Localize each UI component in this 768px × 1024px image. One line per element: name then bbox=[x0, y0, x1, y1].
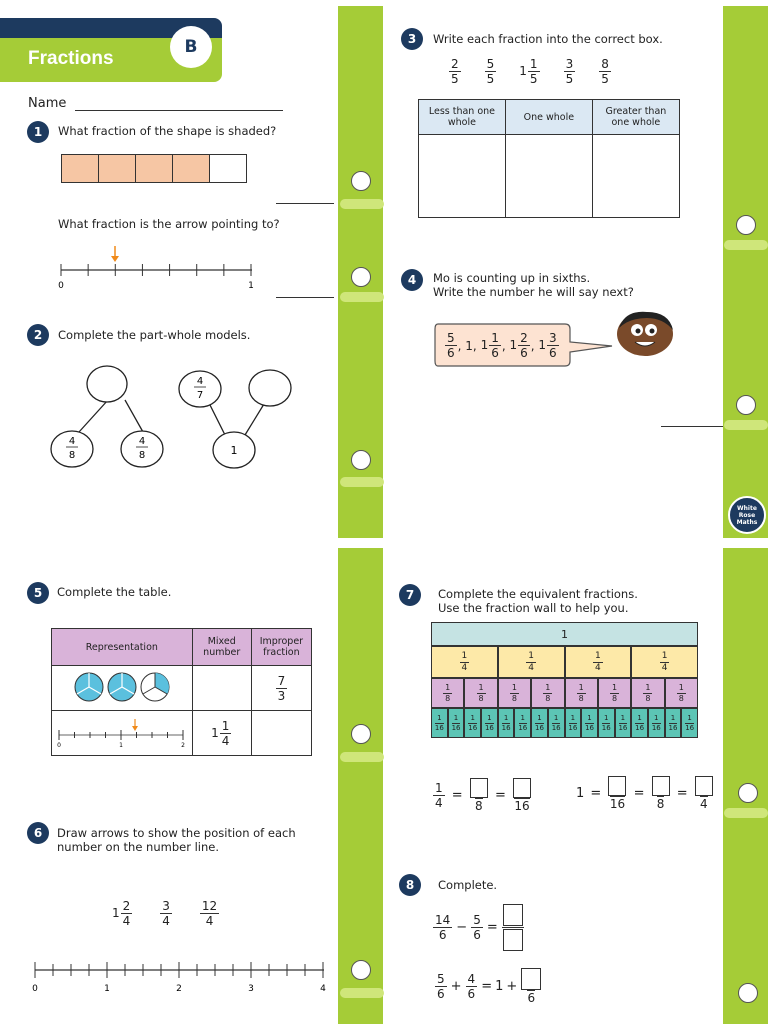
fraction-numerator: 4 bbox=[196, 376, 204, 387]
hole-shadow bbox=[724, 420, 768, 430]
improper-fraction-answer-cell[interactable] bbox=[251, 711, 311, 756]
wall-cell: $\frac{1}{8}$ bbox=[565, 678, 598, 708]
wall-cell: $\frac{1}{16}$ bbox=[498, 708, 515, 738]
pie-circles bbox=[72, 670, 172, 704]
counting-sequence: $\frac{5}{6}$ , 1 , 1 $\frac{1}{6}$ , 1 $\frac{2}{6}$ , 1 $\frac{3}{6}$ bbox=[444, 332, 560, 359]
wall-cell: $\frac{1}{8}$ bbox=[531, 678, 564, 708]
wall-cell: $\frac{1}{8}$ bbox=[431, 678, 464, 708]
wall-cell: $\frac{1}{16}$ bbox=[531, 708, 548, 738]
fraction-item: $\frac{5}{5}$ bbox=[486, 57, 495, 86]
fraction-item: $\frac{8}{5}$ bbox=[601, 57, 609, 86]
question-number-6: 6 bbox=[27, 822, 49, 844]
wall-cell: $\frac{1}{16}$ bbox=[681, 708, 698, 738]
fraction-item: $\frac{2}{5}$ bbox=[451, 57, 459, 86]
numberline-label: 1 bbox=[119, 741, 123, 749]
answer-box[interactable] bbox=[513, 778, 531, 798]
bar-segment bbox=[210, 155, 246, 182]
fraction-numerator: 4 bbox=[138, 436, 146, 447]
answer-line-q1b[interactable] bbox=[276, 297, 334, 298]
arrow-icon bbox=[111, 256, 119, 262]
numberline-label: 0 bbox=[32, 984, 38, 994]
numberline-label-0: 0 bbox=[58, 281, 64, 290]
representation-cell bbox=[52, 711, 193, 756]
question-6-text: Draw arrows to show the position of each number on the number line. bbox=[57, 826, 296, 854]
binder-strip-top-right bbox=[723, 6, 768, 538]
wall-cell: $\frac{1}{16}$ bbox=[481, 708, 498, 738]
question-4-text: Mo is counting up in sixths. Write the number he will say next? bbox=[433, 271, 634, 299]
name-field[interactable] bbox=[75, 110, 283, 111]
punch-hole bbox=[736, 395, 756, 415]
equivalence-2: 1 = 16 = 8 = 4 bbox=[576, 776, 714, 810]
question-number-2: 2 bbox=[27, 324, 49, 346]
wall-row-quarters bbox=[431, 646, 698, 678]
numberline-label: 3 bbox=[248, 984, 254, 994]
wall-row-eighths bbox=[431, 678, 698, 708]
answer-cell[interactable] bbox=[505, 135, 592, 218]
answer-cell[interactable] bbox=[419, 135, 506, 218]
answer-box[interactable] bbox=[695, 776, 713, 796]
answer-cell[interactable] bbox=[592, 135, 679, 218]
name-label: Name bbox=[28, 96, 67, 111]
punch-hole bbox=[351, 171, 371, 191]
header-badge: B bbox=[170, 26, 212, 68]
fraction-denominator: 8 bbox=[68, 450, 76, 461]
whole-circle-model1 bbox=[87, 366, 127, 402]
wall-row-whole: 1 bbox=[431, 622, 698, 646]
numberline-label: 0 bbox=[57, 741, 61, 749]
answer-box[interactable] bbox=[470, 778, 488, 798]
wall-cell: $\frac{1}{16}$ bbox=[581, 708, 598, 738]
page-title: Fractions bbox=[28, 48, 114, 69]
wall-cell: $\frac{1}{16}$ bbox=[631, 708, 648, 738]
sequence-item: 1 bbox=[465, 338, 473, 353]
sequence-item: 1 $\frac{2}{6}$ bbox=[509, 331, 528, 360]
question-number-7: 7 bbox=[399, 584, 421, 606]
fractions-to-sort bbox=[448, 58, 612, 85]
numberline-label: 2 bbox=[181, 741, 185, 749]
column-header: Representation bbox=[52, 629, 193, 666]
answer-line-q1a[interactable] bbox=[276, 203, 334, 204]
binder-strip-bottom-middle bbox=[338, 548, 383, 1024]
numberline-label: 4 bbox=[320, 984, 326, 994]
question-2-text: Complete the part-whole models. bbox=[58, 328, 251, 342]
question-1-text-b: What fraction is the arrow pointing to? bbox=[58, 217, 280, 231]
arrow-icon bbox=[132, 726, 138, 731]
calculation-1: $\frac{14}{6}$ − $\frac{5}{6}$ = bbox=[432, 904, 525, 951]
wall-cell: $\frac{1}{4}$ bbox=[431, 646, 498, 678]
wall-cell: $\frac{1}{16}$ bbox=[598, 708, 615, 738]
punch-hole bbox=[351, 450, 371, 470]
improper-fraction-cell: $\frac{7}{3}$ bbox=[251, 666, 311, 711]
wall-cell: $\frac{1}{16}$ bbox=[615, 708, 632, 738]
answer-box[interactable] bbox=[503, 929, 523, 951]
hole-shadow bbox=[340, 477, 384, 487]
fraction-denominator: 8 bbox=[138, 450, 146, 461]
fraction-item: 1 $\frac{1}{5}$ bbox=[519, 57, 538, 86]
wall-cell: $\frac{1}{16}$ bbox=[548, 708, 565, 738]
numberline-label-1: 1 bbox=[248, 281, 254, 290]
equivalence-1: $\frac{1}{4}$ = 8 = 16 bbox=[432, 778, 532, 812]
bar-segment bbox=[99, 155, 136, 182]
hole-shadow bbox=[724, 808, 768, 818]
wall-cell: $\frac{1}{4}$ bbox=[498, 646, 565, 678]
punch-hole bbox=[736, 215, 756, 235]
mixed-number-answer-cell[interactable] bbox=[192, 666, 251, 711]
wall-cell: $\frac{1}{16}$ bbox=[565, 708, 582, 738]
wall-cell: $\frac{1}{16}$ bbox=[464, 708, 481, 738]
question-number-4: 4 bbox=[401, 269, 423, 291]
number-line-q6[interactable] bbox=[28, 955, 333, 995]
calculation-2: $\frac{5}{6}$ + $\frac{4}{6}$ = 1 + 6 bbox=[434, 968, 542, 1004]
bar-segment bbox=[136, 155, 173, 182]
question-7-text: Complete the equivalent fractions. Use the fraction wall to help you. bbox=[438, 587, 638, 615]
answer-box[interactable] bbox=[521, 968, 541, 990]
question-number-1: 1 bbox=[27, 121, 49, 143]
hole-shadow bbox=[340, 988, 384, 998]
wall-cell: $\frac{1}{8}$ bbox=[464, 678, 497, 708]
punch-hole bbox=[351, 267, 371, 287]
wall-cell: $\frac{1}{16}$ bbox=[514, 708, 531, 738]
numberline-label: 1 bbox=[104, 984, 110, 994]
punch-hole bbox=[351, 960, 371, 980]
question-number-8: 8 bbox=[399, 874, 421, 896]
fraction-numerator: 4 bbox=[68, 436, 76, 447]
punch-hole bbox=[738, 783, 758, 803]
column-header: Mixed number bbox=[192, 629, 251, 666]
representation-cell bbox=[52, 666, 193, 711]
question-5-text: Complete the table. bbox=[57, 585, 172, 599]
wall-cell: $\frac{1}{8}$ bbox=[631, 678, 664, 708]
wall-cell: $\frac{1}{8}$ bbox=[665, 678, 698, 708]
numberline-label: 2 bbox=[176, 984, 182, 994]
punch-hole bbox=[738, 983, 758, 1003]
sorting-table bbox=[418, 99, 680, 218]
sequence-item: 1 $\frac{1}{6}$ bbox=[480, 331, 499, 360]
wall-cell: $\frac{1}{16}$ bbox=[648, 708, 665, 738]
question-1-text-a: What fraction of the shape is shaded? bbox=[58, 124, 277, 138]
hole-shadow bbox=[340, 292, 384, 302]
representation-table bbox=[51, 628, 312, 756]
question-8-text: Complete. bbox=[438, 878, 498, 892]
wall-cell: $\frac{1}{16}$ bbox=[665, 708, 682, 738]
hole-shadow bbox=[340, 752, 384, 762]
wall-cell: $\frac{1}{4}$ bbox=[565, 646, 632, 678]
column-header: Improper fraction bbox=[251, 629, 311, 666]
numbers-to-place bbox=[112, 900, 220, 927]
hole-shadow bbox=[724, 240, 768, 250]
answer-box[interactable] bbox=[652, 776, 670, 796]
white-rose-maths-logo: White Rose Maths bbox=[728, 496, 766, 534]
part-circle-model2-b bbox=[249, 370, 291, 406]
fraction-denominator: 7 bbox=[196, 390, 204, 401]
header-banner bbox=[0, 18, 222, 82]
fraction-wall bbox=[431, 622, 698, 738]
number-item: 1 $\frac{2}{4}$ bbox=[112, 899, 131, 928]
wall-row-sixteenths bbox=[431, 708, 698, 738]
column-header: Greater than one whole bbox=[592, 100, 679, 135]
fraction-item: $\frac{3}{5}$ bbox=[565, 57, 574, 86]
column-header: Less than one whole bbox=[419, 100, 506, 135]
answer-box[interactable] bbox=[608, 776, 626, 796]
question-number-5: 5 bbox=[27, 582, 49, 604]
punch-hole bbox=[351, 724, 371, 744]
number-item: $\frac{3}{4}$ bbox=[162, 899, 170, 928]
question-3-text: Write each fraction into the correct box. bbox=[433, 32, 663, 46]
fraction-bar-shape bbox=[61, 154, 247, 183]
question-number-3: 3 bbox=[401, 28, 423, 50]
wall-cell: $\frac{1}{16}$ bbox=[448, 708, 465, 738]
hole-shadow bbox=[340, 199, 384, 209]
sequence-item: $\frac{5}{6}$ bbox=[447, 331, 455, 360]
wall-cell: $\frac{1}{4}$ bbox=[631, 646, 698, 678]
number-line-q1 bbox=[55, 240, 265, 290]
number-line-q5 bbox=[53, 713, 189, 751]
number-item: $\frac{12}{4}$ bbox=[201, 899, 218, 928]
bar-segment bbox=[62, 155, 99, 182]
part-whole-models bbox=[45, 360, 305, 475]
answer-box[interactable] bbox=[503, 904, 523, 926]
mixed-number-cell: 1 $\frac{1}{4}$ bbox=[192, 711, 251, 756]
wall-cell: $\frac{1}{16}$ bbox=[431, 708, 448, 738]
wall-cell: $\frac{1}{8}$ bbox=[598, 678, 631, 708]
bar-segment bbox=[173, 155, 210, 182]
wall-cell: $\frac{1}{8}$ bbox=[498, 678, 531, 708]
column-header: One whole bbox=[505, 100, 592, 135]
answer-line-q4[interactable] bbox=[661, 426, 723, 427]
whole-value: 1 bbox=[230, 444, 238, 457]
sequence-item: 1 $\frac{3}{6}$ bbox=[538, 331, 557, 360]
mo-character-icon bbox=[613, 308, 677, 358]
